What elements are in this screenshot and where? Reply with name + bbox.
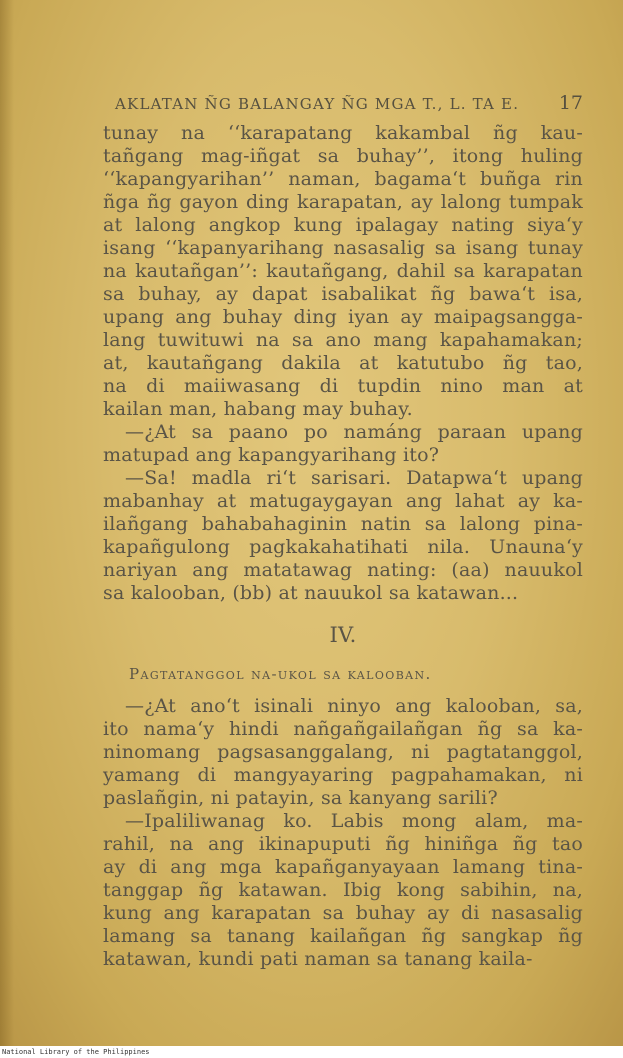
text-line: tunay na ‘‘karapatang kakambal ñg kau- xyxy=(103,122,583,144)
text-line: ay di ang mga kapañganyayaan lamang tina- xyxy=(103,856,583,878)
text-line: tañgang mag-iñgat sa buhay’’, itong huling xyxy=(103,145,583,167)
text-block xyxy=(103,92,583,971)
text-line: katawan, kundi pati naman sa tanang kaila- xyxy=(103,948,533,970)
text-line: nariyan ang matatawag nating: (aa) nauukol xyxy=(103,559,583,581)
section-title: Pagtatanggol na-ukol sa kalooban. xyxy=(129,665,432,683)
text-line: tanggap ñg katawan. Ibig kong sabihin, na, xyxy=(103,879,583,901)
text-line: sa kalooban, (bb) at nauukol sa katawan... xyxy=(103,582,519,604)
text-line: kapañgulong pagkakahatihati nila. Unauna‘y xyxy=(103,536,583,558)
text-line: ilañgang bahabahaginin natin sa lalong pina- xyxy=(103,513,583,535)
text-line: upang ang buhay ding iyan ay maipagsangga- xyxy=(103,306,583,328)
text-line: matupad ang kapangyarihang ito? xyxy=(103,444,440,466)
text-line: sa buhay, ay dapat isabalikat ñg bawa‘t isa, xyxy=(103,283,583,305)
text-line: mabanhay at matugaygayan ang lahat ay ka- xyxy=(103,490,583,512)
text-line: ‘‘kapangyarihan’’ naman, bagama‘t buñga rin xyxy=(103,168,583,190)
text-line: —Ipaliliwanag ko. Labis mong alam, ma- xyxy=(125,810,583,832)
section-number: IV. xyxy=(329,623,357,647)
text-line: na kautañgan’’: kautañgang, dahil sa karapatan xyxy=(103,260,583,282)
library-footer: National Library of the Philippines xyxy=(2,1048,150,1056)
text-line: ninomang pagsasanggalang, ni pagtatanggol, xyxy=(103,741,583,763)
text-line: —Sa! madla ri‘t sarisari. Datapwa‘t upang xyxy=(125,467,583,489)
page-edge-shadow xyxy=(0,0,14,1046)
running-head-title: AKLATAN ÑG BALANGAY ÑG MGA T., L. TA E. xyxy=(115,95,520,113)
text-line: paslañgin, ni patayin, sa kanyang sarili? xyxy=(103,787,498,809)
page-number: 17 xyxy=(558,92,583,114)
text-line: lang tuwituwi na sa ano mang kapahamakan; xyxy=(103,329,583,351)
text-line: ñga ñg gayon ding karapatan, ay lalong tumpak xyxy=(103,191,583,213)
text-line: kung ang karapatan sa buhay ay di nasasalig xyxy=(103,902,583,924)
bottom-paragraphs xyxy=(103,695,583,971)
text-line: at lalong angkop kung ipalagay nating siya‘y xyxy=(103,214,583,236)
text-line: rahil, na ang ikinapuputi ñg hiniñga ñg tao xyxy=(103,833,583,855)
text-line: kailan man, habang may buhay. xyxy=(103,398,413,420)
top-paragraphs xyxy=(103,122,583,605)
text-line: yamang di mangyayaring pagpahamakan, ni xyxy=(103,764,583,786)
text-line: —¿At sa paano po namáng paraan upang xyxy=(125,421,583,443)
text-line: at, kautañgang dakila at katutubo ñg tao, xyxy=(103,352,583,374)
text-line: —¿At ano‘t isinali ninyo ang kalooban, sa, xyxy=(125,695,583,717)
text-line: lamang sa tanang kailañgan ñg sangkap ñg xyxy=(103,925,583,947)
text-line: na di maiiwasang di tupdin nino man at xyxy=(103,375,583,397)
text-line: ito nama‘y hindi nañgañgailañgan ñg sa ka- xyxy=(103,718,583,740)
running-head xyxy=(115,92,583,114)
text-line: isang ‘‘kapanyarihang nasasalig sa isang tunay xyxy=(103,237,583,259)
